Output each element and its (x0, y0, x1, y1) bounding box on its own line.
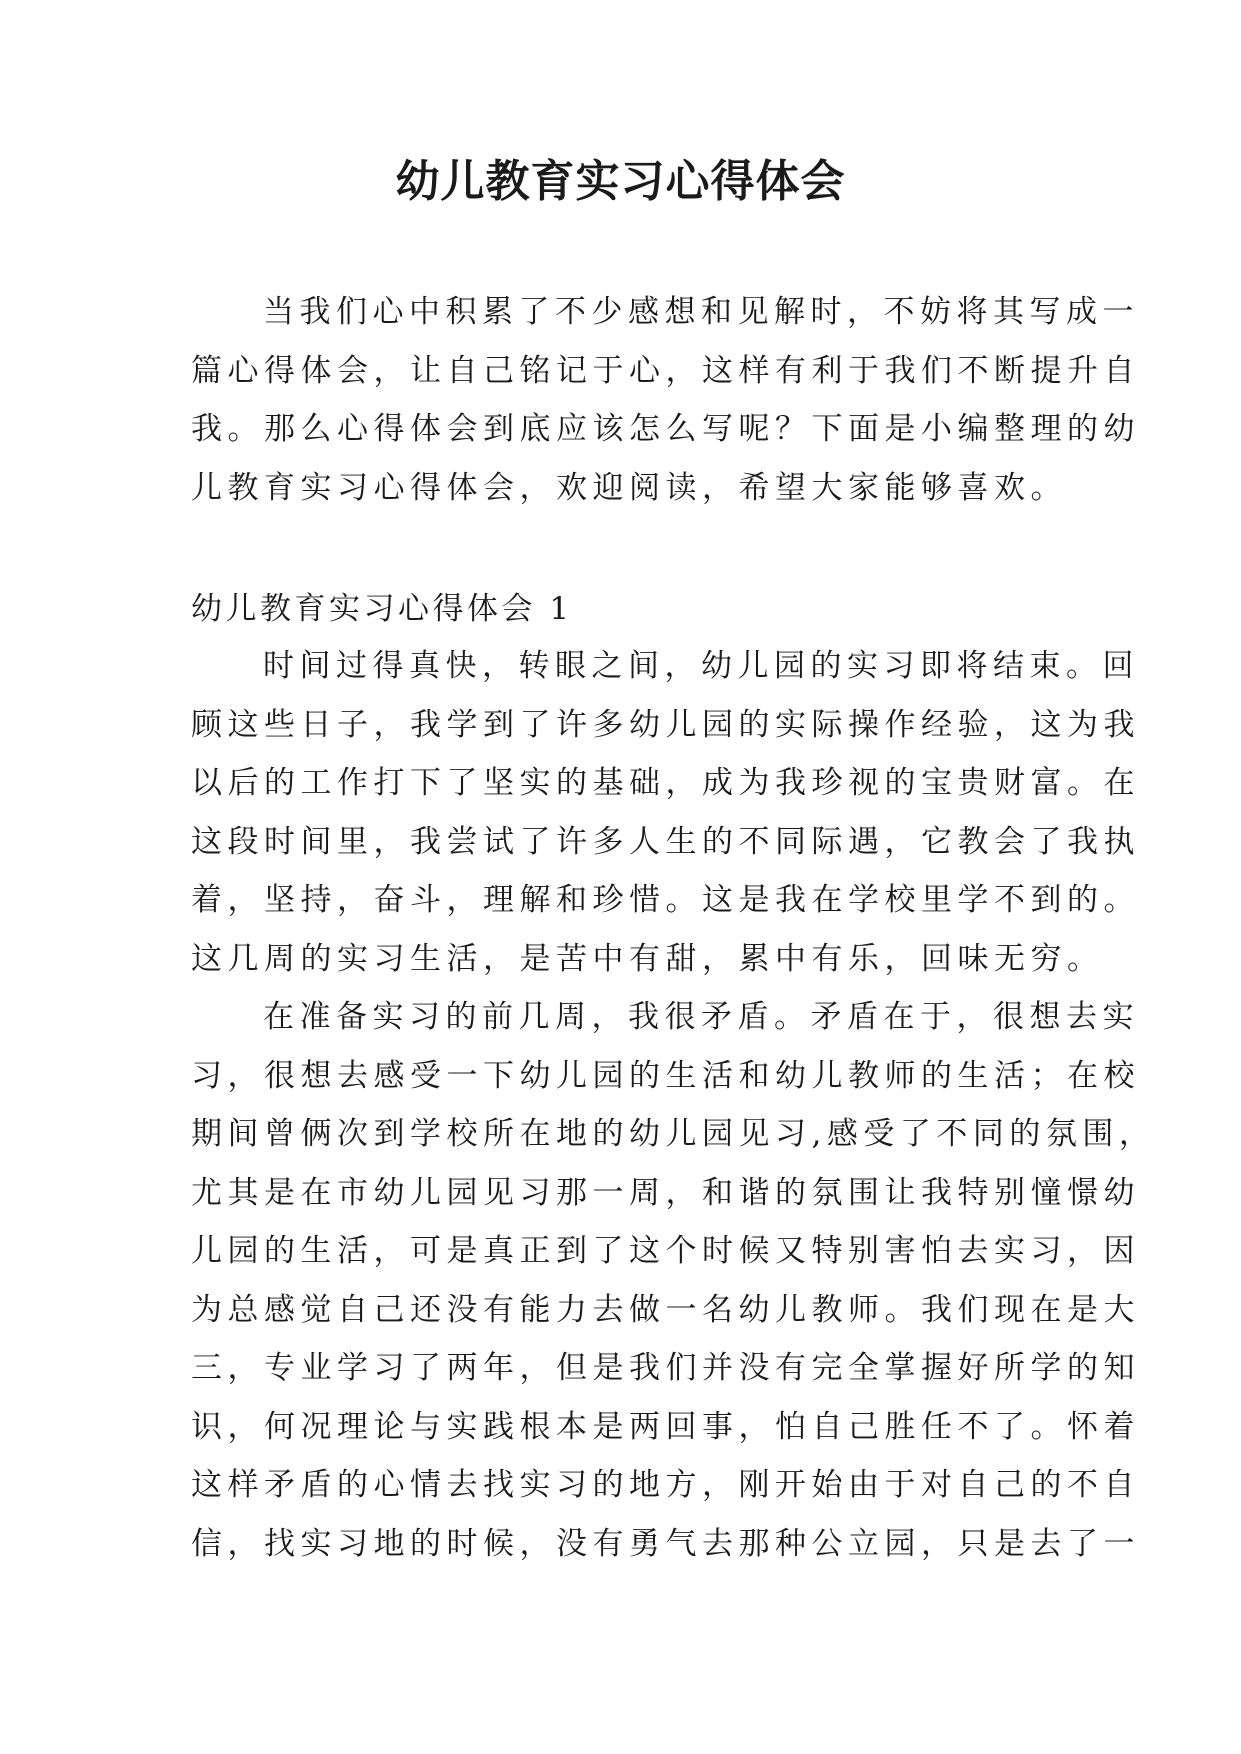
paragraph-line: 尤其是在市幼儿园见习那一周，和谐的氛围让我特别憧憬幼 (191, 1174, 1140, 1211)
intro-line: 儿教育实习心得体会，欢迎阅读，希望大家能够喜欢。 (191, 469, 1067, 506)
intro-line: 篇心得体会，让自己铭记于心，这样有利于我们不断提升自 (191, 352, 1140, 389)
paragraph-line: 三，专业学习了两年，但是我们并没有完全掌握好所学的知 (191, 1350, 1140, 1386)
intro-line: 我。那么心得体会到底应该怎么写呢？下面是小编整理的幼 (191, 411, 1140, 447)
paragraph-line: 为总感觉自己还没有能力去做一名幼儿教师。我们现在是大 (191, 1291, 1140, 1328)
paragraph-line: 期间曾俩次到学校所在地的幼儿园见习,感受了不同的氛围， (191, 1116, 1156, 1152)
paragraph-line: 顾这些日子，我学到了许多幼儿园的实际操作经验，这为我 (191, 706, 1140, 743)
section-paragraph-2 (191, 988, 1156, 1573)
paragraph-line: 信，找实习地的时候，没有勇气去那种公立园，只是去了一 (191, 1525, 1140, 1562)
intro-line: 当我们心中积累了不少感想和见解时，不妨将其写成一 (263, 294, 1139, 330)
paragraph-line: 识，何况理论与实践根本是两回事，怕自己胜任不了。怀着 (191, 1408, 1140, 1445)
paragraph-line: 这段时间里，我尝试了许多人生的不同际遇，它教会了我执 (191, 823, 1140, 860)
paragraph-line: 在准备实习的前几周，我很矛盾。矛盾在于，很想去实 (263, 999, 1139, 1035)
paragraph-line: 以后的工作打下了坚实的基础，成为我珍视的宝贵财富。在 (191, 765, 1140, 801)
section-paragraph-1 (191, 637, 1140, 988)
paragraph-line: 儿园的生活，可是真正到了这个时候又特别害怕去实习，因 (191, 1233, 1140, 1269)
paragraph-line: 时间过得真快，转眼之间，幼儿园的实习即将结束。回 (263, 648, 1139, 684)
section-heading: 幼儿教育实习心得体会 1 (191, 591, 573, 627)
document-title: 幼儿教育实习心得体会 (395, 156, 846, 207)
paragraph-line: 着，坚持，奋斗，理解和珍惜。这是我在学校里学不到的。 (191, 882, 1140, 918)
intro-paragraph (191, 283, 1140, 517)
paragraph-line: 习，很想去感受一下幼儿园的生活和幼儿教师的生活；在校 (191, 1057, 1140, 1094)
paragraph-line: 这样矛盾的心情去找实习的地方，刚开始由于对自己的不自 (191, 1467, 1140, 1503)
paragraph-line: 这几周的实习生活，是苦中有甜，累中有乐，回味无穷。 (191, 940, 1104, 977)
